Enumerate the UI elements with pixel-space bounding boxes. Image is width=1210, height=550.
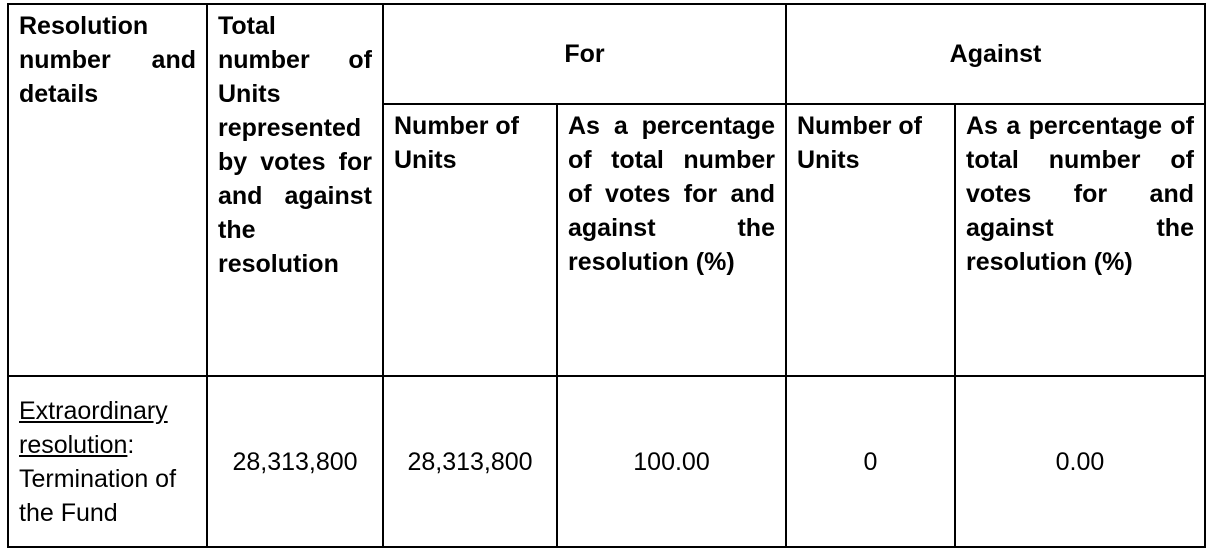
- header-against-number-units: Number of Units: [786, 104, 955, 376]
- resolution-votes-table: [7, 3, 1206, 548]
- header-resolution: Resolution number and details: [8, 4, 207, 376]
- header-total-units: Total number of Units represented by votes for and against the resolution: [207, 4, 383, 376]
- cell-against-units: 0: [786, 376, 955, 547]
- header-for-number-units: Number of Units: [383, 104, 557, 376]
- resolution-detail: Termination of the Fund: [19, 464, 177, 527]
- resolution-separator: :: [127, 430, 135, 459]
- header-against-percentage: As a percentage of total number of votes for and against the resolution (%): [955, 104, 1205, 376]
- cell-resolution: [8, 376, 207, 547]
- header-for-group: For: [383, 4, 786, 104]
- cell-total-units: 28,313,800: [207, 376, 383, 547]
- header-against-group: Against: [786, 4, 1205, 104]
- header-for-percentage: As a percentage of total number of votes for and against the resolution (%): [557, 104, 786, 376]
- cell-for-units: 28,313,800: [383, 376, 557, 547]
- cell-against-percentage: 0.00: [955, 376, 1205, 547]
- table-row: [8, 376, 1205, 547]
- cell-for-percentage: 100.00: [557, 376, 786, 547]
- resolution-type: Extraordinary resolution: [19, 396, 168, 459]
